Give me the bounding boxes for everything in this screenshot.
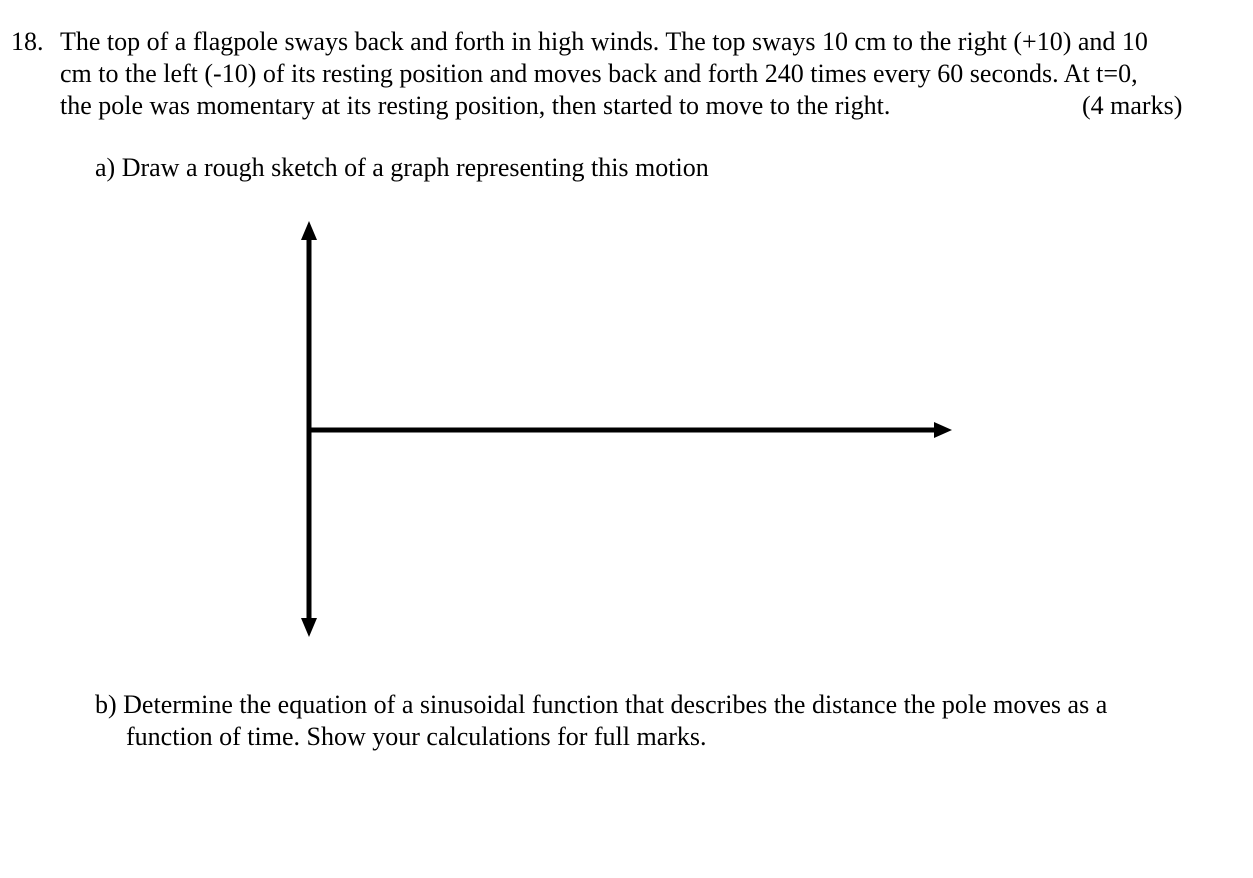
part-b-text-line-2: function of time. Show your calculations for full marks. — [126, 722, 707, 751]
question-marks: (4 marks) — [1082, 91, 1183, 120]
horizontal-axis — [309, 422, 952, 438]
question-number: 18. — [11, 27, 44, 56]
question-text-line-2: cm to the left (-10) of its resting position and moves back and forth 240 times every 60 seconds. At t=0, — [60, 59, 1138, 88]
vertical-axis-up-arrow — [301, 221, 317, 240]
vertical-axis-down-arrow — [301, 618, 317, 637]
part-a-label: a) Draw a rough sketch of a graph representing this motion — [95, 153, 709, 182]
part-b-text-line-1: b) Determine the equation of a sinusoidal function that describes the distance the pole moves as a — [95, 690, 1108, 719]
question-text-line-3: the pole was momentary at its resting position, then started to move to the right. — [60, 91, 891, 120]
horizontal-axis-right-arrow — [934, 422, 952, 438]
question-text-line-1: The top of a flagpole sways back and forth in high winds. The top sways 10 cm to the right (+10) and 10 — [60, 27, 1148, 56]
